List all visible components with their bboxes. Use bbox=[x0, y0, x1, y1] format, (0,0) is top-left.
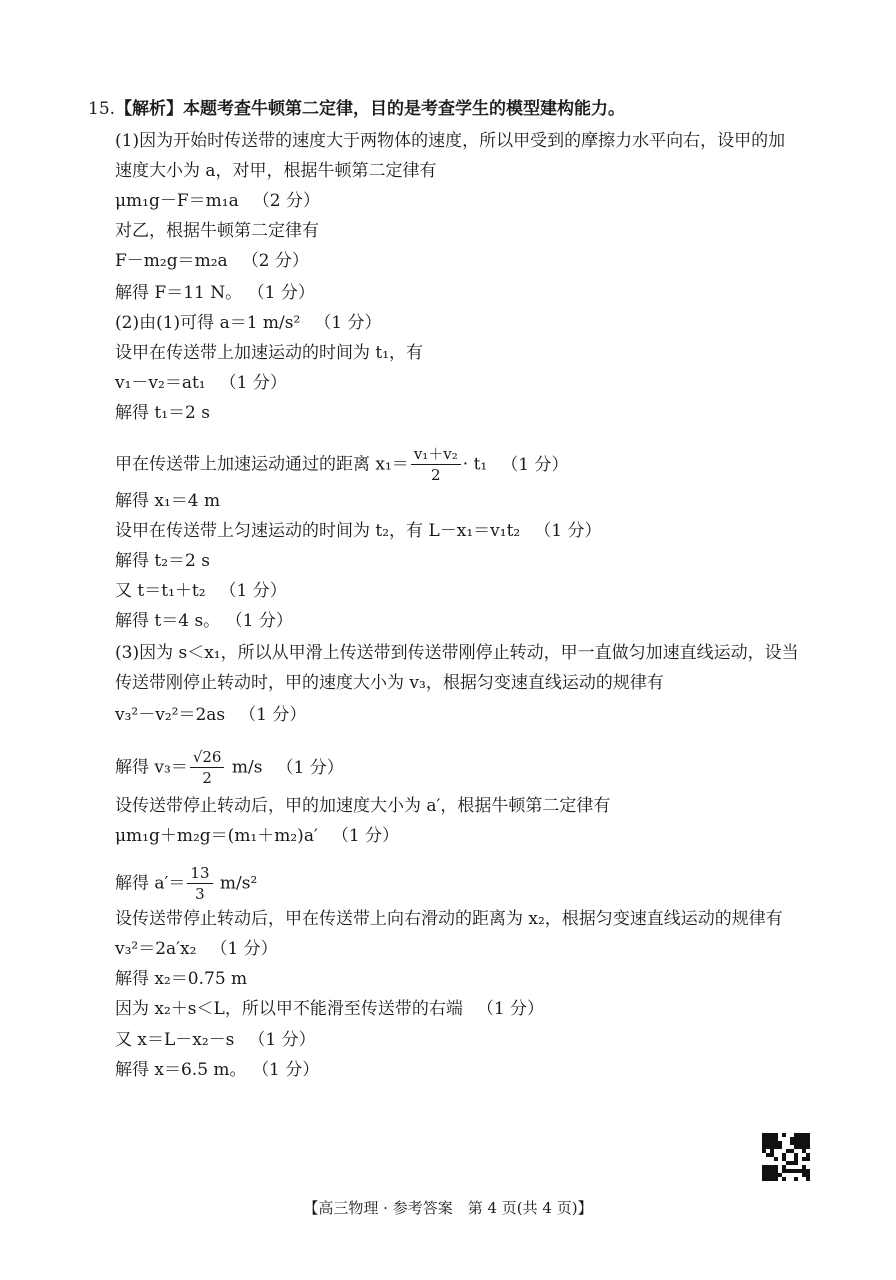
text-line: 解得 x₁＝4 m bbox=[115, 491, 221, 511]
unit: m/s² bbox=[219, 873, 258, 894]
fraction-numerator: 13 bbox=[187, 866, 212, 884]
equation-line bbox=[115, 703, 306, 727]
text-line: 对乙，根据牛顿第二定律有 bbox=[115, 221, 319, 241]
text-line: 设甲在传送带上加速运动的时间为 t₁，有 bbox=[115, 343, 424, 363]
equation: F－m₂g＝m₂a bbox=[115, 251, 228, 271]
score-points: （1 分） bbox=[219, 581, 287, 601]
equation-line bbox=[115, 311, 382, 335]
text-line: 设传送带停止转动后，甲的加速度大小为 a′，根据牛顿第二定律有 bbox=[115, 796, 611, 816]
fraction bbox=[187, 866, 212, 902]
equation: 解得 a′＝ bbox=[115, 873, 186, 894]
equation: v₃²－v₂²＝2as bbox=[115, 705, 226, 725]
text-line: 速度大小为 a，对甲，根据牛顿第二定律有 bbox=[115, 161, 437, 181]
fraction-denominator: 2 bbox=[202, 769, 212, 787]
fraction bbox=[411, 447, 461, 483]
fraction-denominator: 2 bbox=[431, 466, 441, 484]
section-heading bbox=[88, 97, 625, 121]
unit: m/s bbox=[231, 757, 263, 778]
score-points: （1 分） bbox=[256, 283, 315, 303]
equation-line bbox=[115, 748, 344, 787]
equation: 解得 v₃＝ bbox=[115, 757, 188, 778]
equation-line bbox=[115, 1058, 319, 1082]
equation: 又 t＝t₁＋t₂ bbox=[115, 581, 206, 601]
score-points: （1 分） bbox=[234, 611, 293, 631]
equation: 解得 t＝4 s。 bbox=[115, 611, 221, 631]
equation-line bbox=[115, 997, 544, 1021]
section-title: 本题考查牛顿第二定律，目的是考查学生的模型建构能力。 bbox=[183, 99, 626, 119]
equation-line bbox=[115, 824, 399, 848]
question-number: 15. bbox=[88, 99, 116, 119]
text-line: 解得 t₂＝2 s bbox=[115, 551, 210, 571]
equation-line bbox=[115, 189, 320, 213]
equation: v₃²＝2a′x₂ bbox=[115, 939, 197, 959]
equation-line bbox=[115, 371, 287, 395]
equation: (2)由(1)可得 a＝1 m/s² bbox=[115, 313, 301, 333]
score-points: （1 分） bbox=[276, 757, 344, 778]
score-points: （1 分） bbox=[260, 1060, 320, 1080]
equation: · t₁ bbox=[462, 454, 488, 475]
equation: 解得 F＝11 N。 bbox=[115, 283, 243, 303]
score-points: （1 分） bbox=[314, 313, 382, 333]
score-points: （2 分） bbox=[241, 251, 309, 271]
equation: μm₁g＋m₂g＝(m₁＋m₂)a′ bbox=[115, 826, 318, 846]
fraction-numerator: √26 bbox=[190, 750, 225, 768]
text-line: 传送带刚停止转动时，甲的速度大小为 v₃，根据匀变速直线运动的规律有 bbox=[115, 673, 664, 693]
equation: μm₁g－F＝m₁a bbox=[115, 191, 239, 211]
equation-line bbox=[115, 609, 293, 633]
score-points: （2 分） bbox=[252, 191, 320, 211]
score-points: （1 分） bbox=[501, 454, 569, 475]
text-line: (1)因为开始时传送带的速度大于两物体的速度，所以甲受到的摩擦力水平向右，设甲的加 bbox=[115, 131, 786, 151]
fraction-denominator: 3 bbox=[195, 885, 205, 903]
equation: 设甲在传送带上匀速运动的时间为 t₂，有 L－x₁＝v₁t₂ bbox=[115, 521, 521, 541]
text-line: 解得 x₂＝0.75 m bbox=[115, 969, 248, 989]
equation: 又 x＝L－x₂－s bbox=[115, 1030, 235, 1050]
page-footer: 【高三物理 · 参考答案 第 4 页(共 4 页)】 bbox=[303, 1199, 593, 1217]
equation: 因为 x₂＋s＜L，所以甲不能滑至传送带的右端 bbox=[115, 999, 463, 1019]
equation-line bbox=[115, 937, 278, 961]
equation: v₁－v₂＝at₁ bbox=[115, 373, 206, 393]
equation-line bbox=[115, 249, 309, 273]
qr-module bbox=[806, 1177, 810, 1181]
text-line: (3)因为 s＜x₁，所以从甲滑上传送带到传送带刚停止转动，甲一直做匀加速直线运动，设当 bbox=[115, 643, 799, 663]
score-points: （1 分） bbox=[248, 1030, 316, 1050]
score-points: （1 分） bbox=[534, 521, 602, 541]
fraction bbox=[190, 750, 225, 786]
qr-code-icon bbox=[762, 1133, 810, 1181]
score-points: （1 分） bbox=[219, 373, 287, 393]
equation: 解得 x＝6.5 m。 bbox=[115, 1060, 247, 1080]
equation-line bbox=[115, 445, 569, 484]
equation: 甲在传送带上加速运动通过的距离 x₁＝ bbox=[115, 454, 409, 475]
equation-line bbox=[115, 579, 287, 603]
score-points: （1 分） bbox=[331, 826, 400, 846]
analysis-tag: 【解析】 bbox=[115, 99, 184, 119]
fraction-numerator: v₁＋v₂ bbox=[411, 447, 461, 465]
score-points: （1 分） bbox=[210, 939, 278, 959]
score-points: （1 分） bbox=[476, 999, 545, 1019]
equation-line bbox=[115, 864, 258, 903]
text-line: 解得 t₁＝2 s bbox=[115, 403, 210, 423]
text-line: 设传送带停止转动后，甲在传送带上向右滑动的距离为 x₂，根据匀变速直线运动的规律有 bbox=[115, 909, 783, 929]
score-points: （1 分） bbox=[239, 705, 307, 725]
equation-line bbox=[115, 519, 601, 543]
equation-line bbox=[115, 1028, 316, 1052]
equation-line bbox=[115, 281, 315, 305]
